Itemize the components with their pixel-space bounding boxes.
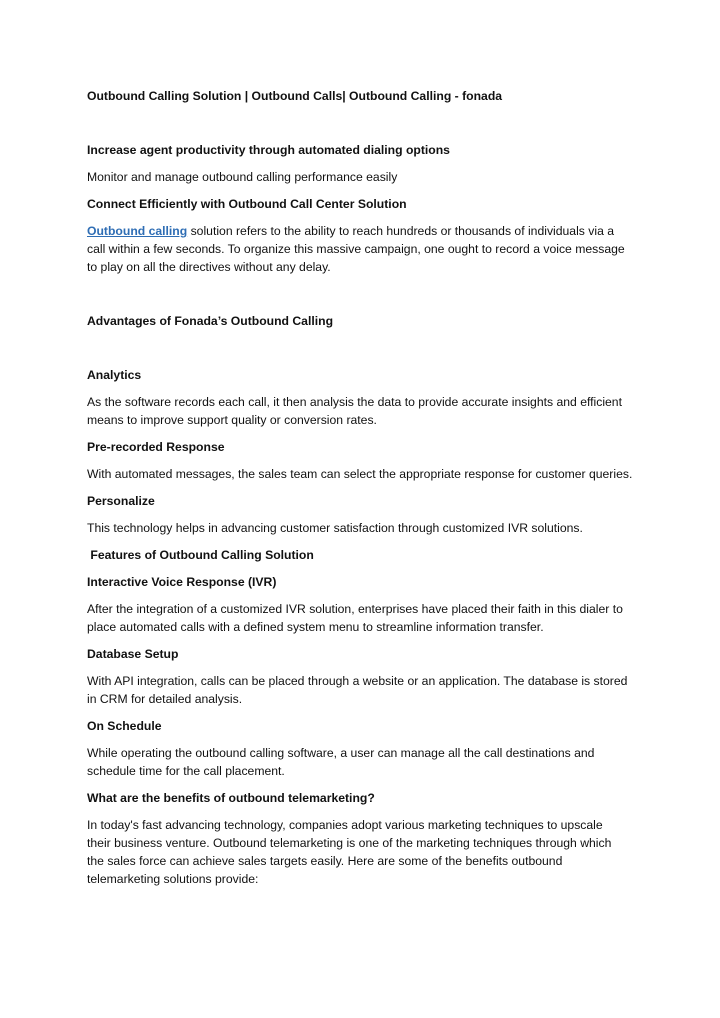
intro-line-1-rest: solution refers to the ability to reach hundreds or thousands of individuals via a [187,224,615,238]
prerecorded-line-1: With automated messages, the sales team can select the appropriate response for customer queries. [87,467,633,481]
ivr-heading: Interactive Voice Response (IVR) [87,575,277,589]
database-line-2: in CRM for detailed analysis. [87,692,243,706]
analytics-line-2: means to improve support quality or conversion rates. [87,413,377,427]
monitor-text: Monitor and manage outbound calling performance easily [87,170,398,184]
analytics-line-1: As the software records each call, it then analysis the data to provide accurate insights and efficient [87,395,622,409]
database-heading: Database Setup [87,647,179,661]
heading-features: Features of Outbound Calling Solution [87,548,314,562]
benefits-heading: What are the benefits of outbound telemarketing? [87,791,375,805]
benefits-line-2: their business venture. Outbound telemarketing is one of the marketing techniques through which [87,836,612,850]
personalize-heading: Personalize [87,494,155,508]
heading-productivity: Increase agent productivity through automated dialing options [87,143,450,157]
intro-line-1 [87,222,647,240]
database-line-1: With API integration, calls can be placed through a website or an application. The database is stored [87,674,628,688]
personalize-line-1: This technology helps in advancing customer satisfaction through customized IVR solutions. [87,521,583,535]
schedule-heading: On Schedule [87,719,162,733]
prerecorded-heading: Pre-recorded Response [87,440,225,454]
heading-connect: Connect Efficiently with Outbound Call Center Solution [87,197,407,211]
benefits-line-4: telemarketing solutions provide: [87,872,259,886]
intro-line-2: call within a few seconds. To organize this massive campaign, one ought to record a voice message [87,242,625,256]
outbound-calling-link[interactable]: Outbound calling [87,224,188,238]
intro-line-3: to play on all the directives without any delay. [87,260,331,274]
schedule-line-2: schedule time for the call placement. [87,764,285,778]
document-title: Outbound Calling Solution | Outbound Calls| Outbound Calling - fonada [87,89,503,103]
schedule-line-1: While operating the outbound calling software, a user can manage all the call destinations and [87,746,595,760]
benefits-line-1: In today's fast advancing technology, companies adopt various marketing techniques to upscale [87,818,603,832]
analytics-heading: Analytics [87,368,142,382]
benefits-line-3: the sales force can achieve sales targets easily. Here are some of the benefits outbound [87,854,563,868]
ivr-line-2: place automated calls with a defined system menu to streamline information transfer. [87,620,544,634]
heading-advantages: Advantages of Fonada’s Outbound Calling [87,314,334,328]
ivr-line-1: After the integration of a customized IVR solution, enterprises have placed their faith in this dialer to [87,602,623,616]
